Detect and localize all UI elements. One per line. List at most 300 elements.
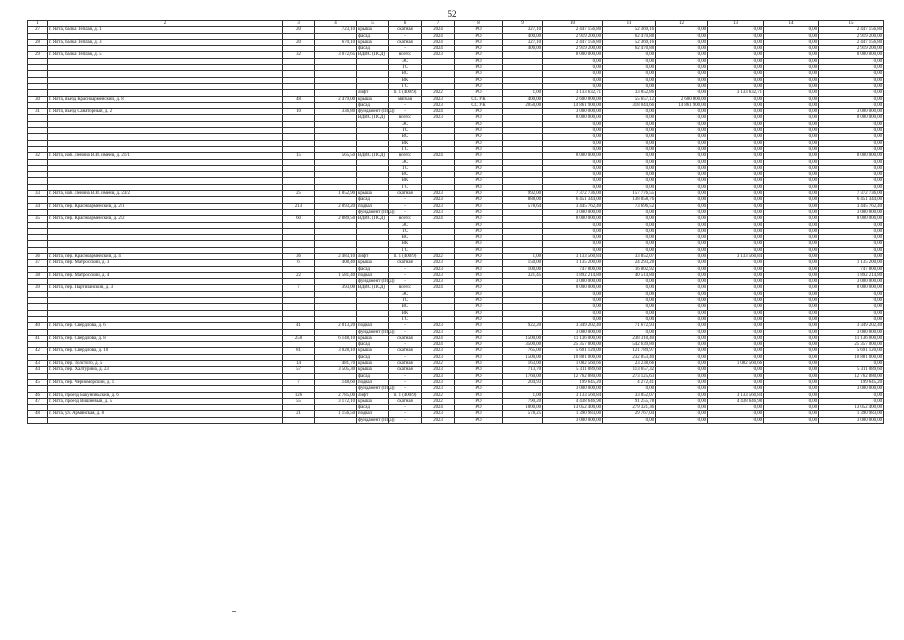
table-cell: крыша (357, 398, 389, 404)
table-cell: 28 (28, 39, 48, 45)
table-cell: 2023 (422, 96, 455, 102)
table-cell: 0,00 (656, 405, 708, 411)
table-cell: 0,00 (543, 310, 603, 316)
table-cell: 0,00 (819, 235, 884, 241)
table-cell: 0,00 (656, 253, 708, 259)
table-cell: 723,10 (315, 27, 357, 33)
table-cell: СС УК (455, 102, 503, 108)
table-cell: 0,00 (656, 209, 708, 215)
table-cell: РО (455, 146, 503, 152)
table-cell: - (389, 33, 422, 39)
table-cell: 21 (283, 411, 315, 417)
table-cell: ВК (389, 140, 422, 146)
table-cell: 3 349 202,40 (543, 323, 603, 329)
table-cell: 0,00 (708, 165, 764, 171)
table-cell: 14 (283, 361, 315, 367)
table-cell: 3 505,30 (315, 367, 357, 373)
table-cell: РО (455, 373, 503, 379)
table-cell: 0,00 (656, 77, 708, 83)
table-cell: 3500,00 (503, 342, 543, 348)
table-cell: 0,00 (764, 411, 819, 417)
table-cell: 0,00 (819, 291, 884, 297)
table-cell: 0,00 (819, 398, 884, 404)
table-cell: 408,40 (315, 260, 357, 266)
table-cell: 2024 (422, 342, 455, 348)
table-cell: 0,00 (603, 52, 656, 58)
table-cell: 0,00 (603, 216, 656, 222)
table-cell: ТС (389, 298, 422, 304)
table-cell: 0,00 (708, 379, 764, 385)
table-cell: ТС (389, 228, 422, 234)
table-cell: г. Ялта, пер. Толстого, д. 5 (48, 361, 283, 367)
table-cell: крыша (357, 191, 389, 197)
table-cell: г. Ялта, пер. Халтурина, д. 23 (48, 367, 283, 373)
table-cell: 2 893,20 (315, 203, 357, 209)
table-cell: фасад (357, 266, 389, 272)
table-cell: 2023 (422, 417, 455, 423)
table-cell: скатная (389, 191, 422, 197)
table-cell: 2 600 800,00 (656, 96, 708, 102)
table-cell: 0,00 (764, 58, 819, 64)
table-cell: 2022 (422, 253, 455, 259)
table-cell: 0,00 (543, 58, 603, 64)
table-cell: 0,00 (708, 77, 764, 83)
table-cell: 33 852,07 (603, 253, 656, 259)
table-cell: РО (455, 109, 503, 115)
table-cell: РО (455, 216, 503, 222)
table-cell: РО (455, 247, 503, 253)
table-cell: 0,00 (656, 247, 708, 253)
table-cell: 20 (283, 39, 315, 45)
table-cell: 0,00 (764, 146, 819, 152)
table-cell: 10 881 000,00 (819, 354, 884, 360)
table-cell: 2 447 156,80 (819, 39, 884, 45)
table-cell: 0,00 (819, 228, 884, 234)
table-cell: ГС (389, 316, 422, 322)
table-cell: 0,00 (708, 58, 764, 64)
table-cell: ГС (389, 83, 422, 89)
table-cell: 0,00 (708, 335, 764, 341)
table-cell: 24 293,28 (603, 260, 656, 266)
table-cell: 45 (28, 379, 48, 385)
table-cell: ЭС (389, 121, 422, 127)
table-cell: РО (455, 128, 503, 134)
table-cell: г. Ялта, пер. Свердлова, д. 10 (48, 348, 283, 354)
table-cell: 0,00 (708, 134, 764, 140)
table-cell: 10 881 000,00 (543, 354, 603, 360)
table-cell: 1800,00 (503, 405, 543, 411)
table-cell: 2023 (422, 379, 455, 385)
table-cell: скатная (389, 361, 422, 367)
table-cell: 0,00 (656, 335, 708, 341)
table-cell: 0,00 (764, 115, 819, 121)
table-cell: 4 438 646,98 (708, 398, 764, 404)
table-cell: 3 000 000,00 (543, 279, 603, 285)
table-cell: 0,00 (603, 71, 656, 77)
column-number: 14 (764, 21, 819, 27)
table-cell: 0,00 (819, 77, 884, 83)
table-cell: РО (455, 386, 503, 392)
table-cell: РО (455, 279, 503, 285)
table-cell: 0,00 (819, 361, 884, 367)
table-cell: 0,00 (708, 96, 764, 102)
table-cell: РО (455, 209, 503, 215)
table-cell: 0,00 (603, 159, 656, 165)
table-cell: подвал (357, 379, 389, 385)
table-cell: 0,00 (603, 178, 656, 184)
table-cell: 34 (28, 203, 48, 209)
table-cell: 3 172,10 (315, 398, 357, 404)
table-cell: 1,00 (503, 90, 543, 96)
column-number: 2 (48, 21, 283, 27)
table-cell: 0,00 (543, 184, 603, 190)
table-cell: г. Ялта, балка Теплая, д. 1 (48, 27, 283, 33)
table-cell: РО (455, 411, 503, 417)
table-cell: ТС (389, 128, 422, 134)
table-cell: 2023 (422, 115, 455, 121)
table-cell: 0,00 (708, 178, 764, 184)
table-cell: 0,00 (764, 159, 819, 165)
table-cell: 2 813,20 (315, 323, 357, 329)
table-cell: 0,00 (603, 172, 656, 178)
table-cell: 8 000 000,00 (543, 285, 603, 291)
table-cell: лифт (357, 392, 389, 398)
table-cell: 36 (28, 253, 48, 259)
table-cell: 0,00 (603, 304, 656, 310)
table-cell: 13 052 400,00 (819, 405, 884, 411)
table-cell: г. Ялта, проезд Бакуниньский, д. 6 (48, 392, 283, 398)
table-cell: 2 919 200,00 (819, 33, 884, 39)
table-cell: 2050,00 (503, 102, 543, 108)
table-cell: 0,00 (603, 228, 656, 234)
table-cell: 0,00 (819, 172, 884, 178)
column-number: 6 (389, 21, 422, 27)
table-cell: 0,00 (708, 191, 764, 197)
table-cell: 0,00 (656, 411, 708, 417)
table-cell: 12 762 880,00 (819, 373, 884, 379)
table-cell: 0,00 (603, 134, 656, 140)
table-cell: 0,00 (764, 272, 819, 278)
table-cell: ВК (389, 310, 422, 316)
table-cell: 0,00 (708, 39, 764, 45)
table-cell: 238 310,40 (603, 335, 656, 341)
table-cell: 5 691 120,00 (543, 348, 603, 354)
table-cell: 0,00 (603, 146, 656, 152)
table-cell: 0,00 (764, 209, 819, 215)
table-cell: 400,00 (503, 96, 543, 102)
table-cell: скатная (389, 367, 422, 373)
column-number: 3 (283, 21, 315, 27)
table-cell: 0,00 (656, 140, 708, 146)
table-cell: 0,00 (543, 71, 603, 77)
table-cell: 35 (28, 216, 48, 222)
table-cell: 27 (28, 27, 48, 33)
table-cell: 0,00 (764, 392, 819, 398)
table-cell: 0,00 (819, 146, 884, 152)
table-cell: 0,00 (708, 310, 764, 316)
table-cell: 2024 (422, 285, 455, 291)
table-cell: 0,00 (543, 235, 603, 241)
table-cell: 0,00 (708, 329, 764, 335)
table-cell: ЭС (389, 222, 422, 228)
table-cell: 43 (28, 361, 48, 367)
table-cell: фасад (357, 102, 389, 108)
table-cell: 0,00 (656, 197, 708, 203)
table-cell: 0,00 (819, 90, 884, 96)
table-cell: 3 133 632,71 (708, 90, 764, 96)
table-cell: 2024 (422, 109, 455, 115)
table-cell: 5 691 120,00 (819, 348, 884, 354)
table-cell: 0,00 (764, 178, 819, 184)
table-cell: 0,00 (708, 247, 764, 253)
table-cell: РО (455, 405, 503, 411)
table-cell: 0,00 (819, 65, 884, 71)
table-cell: 8 000 000,00 (543, 153, 603, 159)
table-cell: 747 800,00 (819, 266, 884, 272)
table-cell: 0,00 (656, 348, 708, 354)
table-cell: крыша (357, 361, 389, 367)
table-cell: ТС (389, 65, 422, 71)
table-cell: фундамент (ПСД) (358, 417, 395, 423)
table-cell: г. Ялта, ул. Армянская, д. 8 (48, 411, 283, 417)
table-cell: 0,00 (708, 216, 764, 222)
table-cell: 0,00 (708, 209, 764, 215)
table-cell: 0,00 (708, 228, 764, 234)
table-cell: 0,00 (764, 228, 819, 234)
table-cell: ЭС (389, 291, 422, 297)
scan-artifact (232, 611, 236, 612)
table-cell: 3 133 632,71 (543, 90, 603, 96)
table-cell: РО (455, 367, 503, 373)
table-cell: 2023 (422, 102, 455, 108)
table-cell: подвал (357, 411, 389, 417)
table-cell: 0,00 (656, 83, 708, 89)
table-cell: ВДИС (ПСД) (357, 216, 389, 222)
table-cell: 0,00 (708, 184, 764, 190)
table-cell: 8 000 000,00 (819, 153, 884, 159)
table-cell: 25 357 000,00 (819, 342, 884, 348)
table-cell: 327,10 (503, 27, 543, 33)
table-cell: 0,00 (708, 27, 764, 33)
table-cell: 0,00 (764, 90, 819, 96)
table-cell: 6 451 344,00 (543, 197, 603, 203)
table-cell: 0,00 (764, 27, 819, 33)
table-cell: 15 (283, 153, 315, 159)
table-cell: РО (455, 77, 503, 83)
table-cell: 0,00 (708, 354, 764, 360)
table-cell: г. Ялта, наб. Ленина В.И. имени, д. 23/2 (48, 191, 283, 197)
table-cell: 0,00 (656, 39, 708, 45)
column-number: 5 (357, 21, 389, 27)
table-cell: ВДИС (ПСД) (357, 285, 389, 291)
table-cell: ЭС (389, 159, 422, 165)
table-cell: фасад (357, 373, 389, 379)
table-cell: 0,00 (764, 373, 819, 379)
table-cell: РО (455, 228, 503, 234)
table-cell: 3 000 000,00 (543, 386, 603, 392)
table-cell: 2024 (422, 405, 455, 411)
table-cell: 0,00 (764, 354, 819, 360)
table-cell: 0,00 (603, 209, 656, 215)
table-cell: 1 082 560,66 (543, 361, 603, 367)
table-cell: крыша (357, 348, 389, 354)
table-cell: 52 369,16 (603, 27, 656, 33)
table-cell: 0,00 (819, 96, 884, 102)
table-cell: 0,00 (656, 172, 708, 178)
table-cell: 0,00 (708, 197, 764, 203)
table-cell: г. Ялта, пер. Красноармейский, д. 2/1 (48, 203, 283, 209)
table-cell: г. Ялта, наб. Ленина В.И. имени, д. 21/1 (48, 153, 283, 159)
table-cell: 0,00 (603, 241, 656, 247)
table-cell: - (389, 329, 422, 335)
table-cell: 0,00 (656, 191, 708, 197)
table-cell: 0,00 (708, 373, 764, 379)
table-cell: скатная (389, 335, 422, 341)
table-cell: 765,00 (503, 348, 543, 354)
table-cell: 7 372 736,00 (819, 191, 884, 197)
table-cell: 0,00 (603, 165, 656, 171)
table-cell: РО (455, 65, 503, 71)
table-cell: 7 (283, 379, 315, 385)
table-cell: 1 156,50 (315, 411, 357, 417)
table-cell: 1 082 560,66 (708, 361, 764, 367)
table-cell: 2 447 156,80 (543, 27, 603, 33)
table-cell: - (389, 417, 422, 423)
table-cell: ВК (389, 241, 422, 247)
table-cell: 0,00 (543, 65, 603, 71)
table-cell: 0,00 (656, 329, 708, 335)
table-cell: 0,00 (764, 266, 819, 272)
table-cell: 0,00 (764, 39, 819, 45)
table-cell: ВДИС (ПСД) (357, 153, 389, 159)
table-cell: РО (455, 71, 503, 77)
table-cell: 199 645,20 (819, 379, 884, 385)
table-cell: 565,50 (315, 153, 357, 159)
table-cell: 0,00 (603, 65, 656, 71)
table-cell: 0,00 (764, 241, 819, 247)
table-cell: РО (455, 52, 503, 58)
table-cell: 8 000 000,00 (543, 216, 603, 222)
table-cell: 126 (283, 392, 315, 398)
table-cell: п. 1 (400/9) (389, 90, 422, 96)
table-cell: - (389, 342, 422, 348)
table-cell: 13 052 400,00 (543, 405, 603, 411)
table-cell: крыша (357, 96, 389, 102)
table-cell: 199 645,20 (543, 379, 603, 385)
table-cell: РО (455, 27, 503, 33)
table-cell: 0,00 (656, 203, 708, 209)
table-cell: 0,00 (656, 285, 708, 291)
table-cell: подвал (357, 323, 389, 329)
table-cell: 148,60 (315, 379, 357, 385)
table-cell: 0,00 (656, 128, 708, 134)
table-cell: всего: (389, 115, 422, 121)
column-number: 13 (708, 21, 764, 27)
table-cell: 0,00 (656, 71, 708, 77)
table-cell: 0,00 (819, 316, 884, 322)
table-cell: 33 852,86 (603, 90, 656, 96)
table-cell: - (389, 379, 422, 385)
table-cell: 33 852,07 (603, 392, 656, 398)
table-cell: крыша (357, 335, 389, 341)
table-cell: РО (455, 392, 503, 398)
table-cell: 2022 (422, 361, 455, 367)
table-cell: 0,00 (708, 83, 764, 89)
table-cell: 0,00 (764, 222, 819, 228)
table-cell: 578,64 (503, 203, 543, 209)
table-cell: 0,00 (656, 310, 708, 316)
table-cell: 11 136 000,00 (543, 335, 603, 341)
table-cell: 8 000 000,00 (543, 115, 603, 121)
table-cell: 790,20 (503, 398, 543, 404)
table-cell: фасад (357, 197, 389, 203)
table-cell: РО (455, 159, 503, 165)
table-cell: 2024 (422, 335, 455, 341)
table-cell: 48 (28, 411, 48, 417)
table-cell: 0,00 (603, 184, 656, 190)
table-cell: 39 (28, 285, 48, 291)
table-cell: 0,00 (764, 140, 819, 146)
table-cell: 0,00 (819, 253, 884, 259)
table-cell: 71 672,93 (603, 323, 656, 329)
table-cell: ВДИС (ПСД) (357, 52, 389, 58)
table-cell: 0,00 (819, 140, 884, 146)
table-cell: 0,00 (656, 361, 708, 367)
table-cell: 0,00 (819, 298, 884, 304)
table-cell: - (389, 46, 422, 52)
table-cell: фасад (357, 354, 389, 360)
table-cell: 0,00 (819, 310, 884, 316)
table-cell: 0,00 (764, 379, 819, 385)
table-cell: 40 (28, 323, 48, 329)
table-cell: РО (455, 191, 503, 197)
table-cell: 0,00 (603, 235, 656, 241)
table-cell: 29 (28, 52, 48, 58)
table-cell: 0,00 (603, 121, 656, 127)
table-cell: 0,00 (819, 121, 884, 127)
table-cell: скатная (389, 27, 422, 33)
table-cell: 279 321,36 (603, 405, 656, 411)
table-cell: 0,00 (708, 121, 764, 127)
table-cell: 6 (283, 260, 315, 266)
table-cell: 0,00 (708, 153, 764, 159)
table-cell: 0,00 (819, 165, 884, 171)
table-cell: ВС (389, 304, 422, 310)
table-cell: 41 (283, 323, 315, 329)
table-cell: г. Ялта, въезд Санаторный, д. 2 (48, 109, 283, 115)
table-cell: РО (455, 361, 503, 367)
table-cell: 0,00 (819, 392, 884, 398)
table-cell: 2023 (422, 191, 455, 197)
table-cell: 0,00 (656, 52, 708, 58)
table-cell: 0,00 (708, 348, 764, 354)
table-cell: фундамент (ПСД) (358, 329, 395, 335)
table-cell: 0,00 (764, 279, 819, 285)
table-cell: 91 255,78 (603, 398, 656, 404)
table-cell: 0,00 (764, 361, 819, 367)
table-cell: 3 000 000,00 (543, 329, 603, 335)
table-cell: скатная (389, 348, 422, 354)
table-cell: всего: (389, 285, 422, 291)
table-cell: 0,00 (708, 109, 764, 115)
table-cell: РО (455, 90, 503, 96)
table-cell: 0,00 (764, 417, 819, 423)
table-cell: ВК (389, 77, 422, 83)
table-cell: 55 (283, 398, 315, 404)
table-cell: 321,45 (503, 272, 543, 278)
table-cell: РО (455, 260, 503, 266)
table-cell: 0,00 (656, 398, 708, 404)
